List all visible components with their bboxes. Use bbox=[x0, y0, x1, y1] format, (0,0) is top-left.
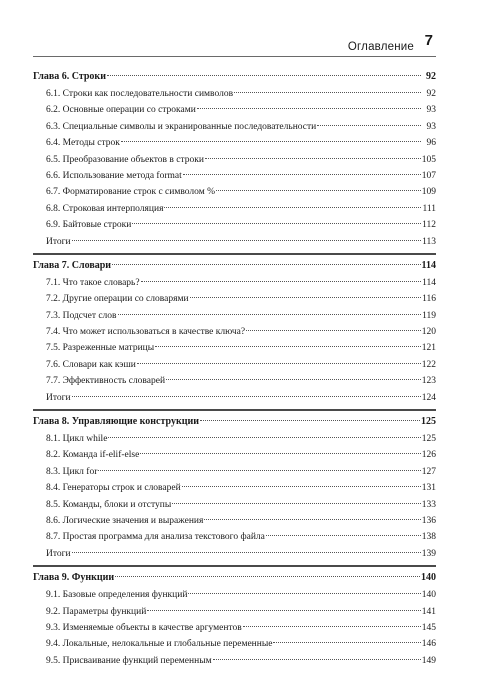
dot-leader bbox=[140, 453, 420, 454]
toc-entry-page: 146 bbox=[421, 639, 436, 650]
toc-entry-label: 6.5. Преобразование объектов в строки bbox=[46, 154, 204, 165]
toc-entry[interactable] bbox=[33, 516, 436, 532]
toc-entry-label: Итоги bbox=[46, 392, 71, 403]
toc-entry-page: 149 bbox=[421, 655, 436, 666]
toc-entry-label: 7.2. Другие операции со словарями bbox=[46, 294, 189, 305]
toc-entry[interactable] bbox=[33, 155, 436, 171]
toc-entry[interactable] bbox=[33, 639, 436, 655]
toc-entry-page: 139 bbox=[421, 548, 436, 559]
toc-entry-label: 6.6. Использование метода format bbox=[46, 170, 182, 181]
toc-entry[interactable] bbox=[33, 623, 436, 639]
toc-entry-page: 109 bbox=[421, 187, 436, 198]
toc-entry[interactable] bbox=[33, 467, 436, 483]
toc-entry[interactable] bbox=[33, 532, 436, 548]
toc-entry-label: 9.4. Локальные, нелокальные и глобальные переменные bbox=[46, 639, 273, 650]
dot-leader bbox=[112, 264, 420, 265]
chapter-block bbox=[33, 416, 436, 567]
toc-entry[interactable] bbox=[33, 237, 436, 253]
dot-leader bbox=[216, 190, 421, 191]
toc-entry[interactable] bbox=[33, 483, 436, 499]
toc-entry-label: 9.1. Базовые определения функций bbox=[46, 590, 188, 601]
dot-leader bbox=[205, 158, 421, 159]
toc-entry-label: 7.6. Словари как кэши bbox=[46, 359, 136, 370]
dot-leader bbox=[266, 535, 421, 536]
toc-entry-page: 105 bbox=[421, 154, 436, 165]
toc-entry-label: 8.1. Цикл while bbox=[46, 434, 108, 445]
table-of-contents bbox=[33, 71, 436, 677]
chapter-heading[interactable] bbox=[33, 260, 436, 278]
toc-entry[interactable] bbox=[33, 360, 436, 376]
toc-entry-page: 123 bbox=[421, 376, 436, 387]
dot-leader bbox=[137, 363, 421, 364]
toc-entry[interactable] bbox=[33, 549, 436, 565]
header-title: Оглавление bbox=[347, 41, 414, 53]
toc-entry[interactable] bbox=[33, 294, 436, 310]
toc-entry-label: 8.3. Цикл for bbox=[46, 466, 98, 477]
toc-entry[interactable] bbox=[33, 171, 436, 187]
page-number: 7 bbox=[424, 32, 433, 49]
dot-leader bbox=[115, 576, 420, 577]
dot-leader bbox=[243, 626, 421, 627]
toc-entry[interactable] bbox=[33, 204, 436, 220]
toc-entry-page: 131 bbox=[421, 483, 436, 494]
chapter-block bbox=[33, 260, 436, 411]
toc-entry-page: 127 bbox=[421, 466, 436, 477]
toc-entry-page: 124 bbox=[421, 392, 436, 403]
toc-entry-label: 8.7. Простая программа для анализа текстового файла bbox=[46, 532, 265, 543]
toc-entry-label: 9.5. Присваивание функций переменным bbox=[46, 655, 212, 666]
toc-entry-page: 116 bbox=[422, 294, 436, 305]
chapter-block bbox=[33, 71, 436, 255]
toc-entry-page: 121 bbox=[421, 343, 436, 354]
dot-leader bbox=[182, 486, 421, 487]
dot-leader bbox=[108, 437, 420, 438]
dot-leader bbox=[118, 314, 421, 315]
toc-entry-label: 6.9. Байтовые строки bbox=[46, 220, 132, 231]
dot-leader bbox=[188, 593, 420, 594]
dot-leader bbox=[164, 207, 421, 208]
chapter-heading[interactable] bbox=[33, 71, 436, 89]
toc-entry-label: Итоги bbox=[46, 236, 71, 247]
toc-entry-label: 8.5. Команды, блоки и отступы bbox=[46, 499, 172, 510]
toc-entry-label: 6.1. Строки как последовательности символов bbox=[46, 89, 234, 99]
toc-entry-label: 6.7. Форматирование строк с символом % bbox=[46, 187, 216, 198]
toc-entry-page: 119 bbox=[422, 310, 436, 321]
toc-entry[interactable] bbox=[33, 327, 436, 343]
dot-leader bbox=[273, 642, 420, 643]
dot-leader bbox=[72, 240, 421, 241]
chapter-heading-page: 114 bbox=[421, 259, 436, 271]
toc-entry[interactable] bbox=[33, 187, 436, 203]
toc-entry-label: 6.2. Основные операции со строками bbox=[46, 105, 196, 116]
toc-entry-page: 140 bbox=[421, 590, 436, 601]
toc-entry[interactable] bbox=[33, 590, 436, 606]
toc-entry[interactable] bbox=[33, 393, 436, 409]
dot-leader bbox=[155, 346, 421, 347]
toc-entry-page: 92 bbox=[426, 89, 436, 99]
chapter-heading[interactable] bbox=[33, 572, 436, 590]
dot-leader bbox=[72, 396, 421, 397]
chapter-block bbox=[33, 572, 436, 672]
toc-entry-label: 8.4. Генераторы строк и словарей bbox=[46, 483, 181, 494]
toc-entry[interactable] bbox=[33, 138, 436, 154]
chapter-heading-page: 125 bbox=[421, 416, 436, 428]
chapter-heading-label: Глава 8. Управляющие конструкции bbox=[33, 416, 200, 428]
toc-entry[interactable] bbox=[33, 343, 436, 359]
toc-entry[interactable] bbox=[33, 220, 436, 236]
chapter-heading-page: 92 bbox=[426, 71, 436, 82]
toc-entry[interactable] bbox=[33, 278, 436, 294]
dot-leader bbox=[200, 420, 420, 421]
dot-leader bbox=[317, 125, 421, 126]
toc-entry-label: 6.4. Методы строк bbox=[46, 138, 120, 149]
dot-leader bbox=[204, 519, 420, 520]
toc-entry-page: 133 bbox=[421, 499, 436, 510]
toc-entry[interactable] bbox=[33, 122, 436, 138]
dot-leader bbox=[172, 503, 421, 504]
running-header bbox=[33, 32, 436, 57]
toc-entry-page: 145 bbox=[421, 622, 436, 633]
toc-entry-label: 7.1. Что такое словарь? bbox=[46, 277, 140, 288]
toc-entry-label: 7.3. Подсчет слов bbox=[46, 310, 117, 321]
chapter-heading[interactable] bbox=[33, 416, 436, 434]
toc-entry-page: 114 bbox=[422, 277, 436, 288]
toc-entry-label: 8.6. Логические значения и выражения bbox=[46, 515, 204, 526]
toc-entry[interactable] bbox=[33, 607, 436, 623]
toc-entry-page: 125 bbox=[421, 434, 436, 445]
chapter-heading-label: Глава 9. Функции bbox=[33, 572, 115, 584]
toc-entry[interactable] bbox=[33, 434, 436, 450]
dot-leader bbox=[166, 379, 421, 380]
dot-leader bbox=[98, 470, 420, 471]
dot-leader bbox=[183, 174, 421, 175]
dot-leader bbox=[141, 281, 421, 282]
toc-entry-page: 93 bbox=[426, 105, 436, 116]
toc-entry-label: 9.3. Изменяемые объекты в качестве аргументов bbox=[46, 622, 242, 633]
toc-entry-label: 7.7. Эффективность словарей bbox=[46, 376, 166, 387]
dot-leader bbox=[197, 108, 421, 109]
toc-entry-page: 111 bbox=[422, 203, 436, 214]
toc-entry[interactable] bbox=[33, 376, 436, 392]
toc-entry-label: 7.5. Разреженные матрицы bbox=[46, 343, 155, 354]
toc-entry[interactable] bbox=[33, 311, 436, 327]
toc-entry-page: 141 bbox=[421, 606, 436, 617]
toc-entry-page: 93 bbox=[426, 121, 436, 132]
toc-entry-page: 136 bbox=[421, 515, 436, 526]
dot-leader bbox=[132, 223, 421, 224]
toc-entry[interactable] bbox=[33, 89, 436, 105]
dot-leader bbox=[234, 92, 421, 93]
toc-entry-page: 112 bbox=[422, 220, 436, 231]
toc-entry-page: 113 bbox=[422, 236, 436, 247]
toc-entry-label: 6.3. Специальные символы и экранированные последовательности bbox=[46, 121, 317, 132]
toc-entry-label: 7.4. Что может использоваться в качестве ключа? bbox=[46, 327, 246, 338]
chapter-heading-label: Глава 7. Словари bbox=[33, 259, 112, 271]
dot-leader bbox=[246, 330, 421, 331]
toc-entry-page: 120 bbox=[421, 327, 436, 338]
dot-leader bbox=[121, 141, 421, 142]
toc-entry[interactable] bbox=[33, 656, 436, 672]
toc-entry-page: 138 bbox=[421, 532, 436, 543]
dot-leader bbox=[72, 552, 421, 553]
dot-leader bbox=[213, 659, 421, 660]
dot-leader bbox=[147, 610, 420, 611]
dot-leader bbox=[107, 75, 421, 76]
toc-entry[interactable] bbox=[33, 500, 436, 516]
dot-leader bbox=[190, 297, 421, 298]
toc-entry-page: 96 bbox=[426, 138, 436, 149]
toc-entry-label: 9.2. Параметры функций bbox=[46, 606, 147, 617]
toc-entry[interactable] bbox=[33, 105, 436, 121]
toc-entry-label: 8.2. Команда if-elif-else bbox=[46, 450, 140, 461]
toc-entry[interactable] bbox=[33, 450, 436, 466]
chapter-heading-page: 140 bbox=[421, 572, 436, 584]
toc-entry-label: 6.8. Строковая интерполяция bbox=[46, 203, 164, 214]
chapter-heading-label: Глава 6. Строки bbox=[33, 71, 106, 82]
toc-entry-page: 126 bbox=[421, 450, 436, 461]
toc-entry-page: 107 bbox=[421, 170, 436, 181]
toc-entry-page: 122 bbox=[421, 359, 436, 370]
toc-entry-label: Итоги bbox=[46, 548, 71, 559]
